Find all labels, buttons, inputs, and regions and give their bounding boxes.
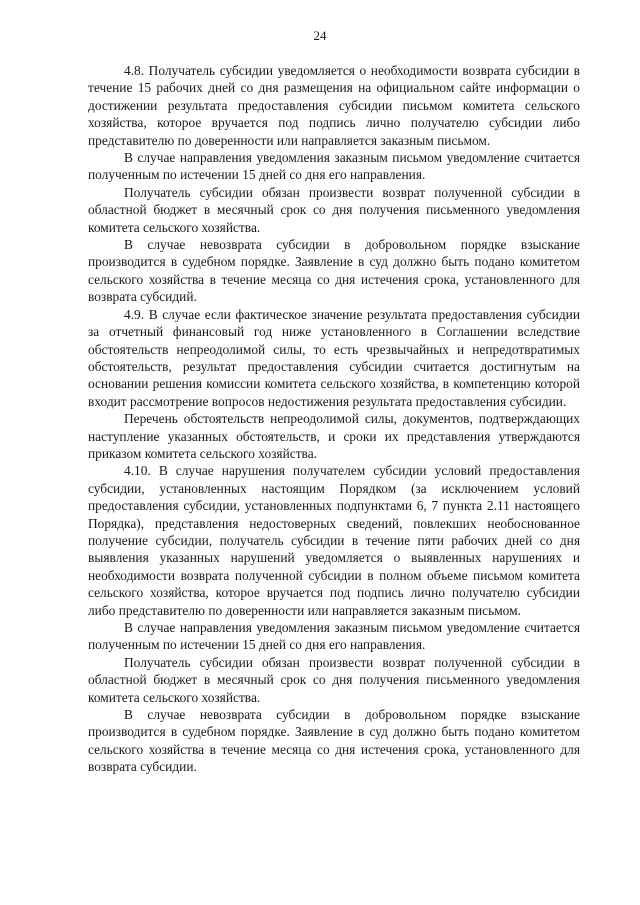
- paragraph-registered-letter-notice-2: В случае направления уведомления заказным письмом уведомление считается полученным по истечении 15 дней со дня его направления.: [88, 620, 580, 653]
- document-body: [88, 62, 580, 776]
- paragraph-4-9: 4.9. В случае если фактическое значение результата предоставления субсидии за отчетный финансовый год ниже установленного в Соглашении вследствие обстоятельств непреодолимой силы, то есть чрезвычайных и непредотвратимых обстоятельств, результат предоставления субсидии считается достигнутым на основании решения комиссии комитета сельского хозяйства, в компетенцию которой входит рассмотрение вопросов недостижения результата предоставления субсидии.: [88, 306, 580, 409]
- paragraph-4-8: 4.8. Получатель субсидии уведомляется о необходимости возврата субсидии в течение 15 рабочих дней со дня размещения на официальном сайте информации о достижении результата предоставления субсидии письмом комитета сельского хозяйства, которое вручается под подпись лично получателю субсидии либо представителю по доверенности или направляется заказным письмом.: [88, 63, 580, 148]
- paragraph-4-10: 4.10. В случае нарушения получателем субсидии условий предоставления субсидии, установленных настоящим Порядком (за исключением условий предоставления субсидии, установленных подпунктами 6, 7 пункта 2.11 настоящего Порядка), представления недостоверных сведений, повлекших необоснованное получение субсидии, получатель субсидии в течение пяти рабочих дней со дня выявления указанных нарушений уведомляется о выявленных нарушениях и необходимости возврата полученной субсидии в полном объеме письмом комитета сельского хозяйства, которое вручается под подпись лично получателю субсидии либо представителю по доверенности или направляется заказным письмом.: [88, 463, 580, 618]
- paragraph-refund-obligation: Получатель субсидии обязан произвести возврат полученной субсидии в областной бюджет в месячный срок со дня получения письменного уведомления комитета сельского хозяйства.: [88, 184, 580, 235]
- page-number: 24: [313, 28, 327, 43]
- paragraph-court-recovery-2: В случае невозврата субсидии в добровольном порядке взыскание производится в судебном порядке. Заявление в суд должно быть подано комитетом сельского хозяйства в течение месяца со дня истечения срока, установленного для возврата субсидии.: [88, 707, 580, 775]
- paragraph-force-majeure-list: Перечень обстоятельств непреодолимой силы, документов, подтверждающих наступление указанных обстоятельств, и сроки их представления утверждаются приказом комитета сельского хозяйства.: [88, 411, 580, 461]
- paragraph-court-recovery: В случае невозврата субсидии в добровольном порядке взыскание производится в судебном порядке. Заявление в суд должно быть подано комитетом сельского хозяйства в течение месяца со дня истечения срока, установленного для возврата субсидий.: [88, 237, 580, 305]
- paragraph-refund-obligation-2: Получатель субсидии обязан произвести возврат полученной субсидии в областной бюджет в месячный срок со дня получения письменного уведомления комитета сельского хозяйства.: [88, 654, 580, 705]
- paragraph-registered-letter-notice: В случае направления уведомления заказным письмом уведомление считается полученным по истечении 15 дней со дня его направления.: [88, 150, 580, 183]
